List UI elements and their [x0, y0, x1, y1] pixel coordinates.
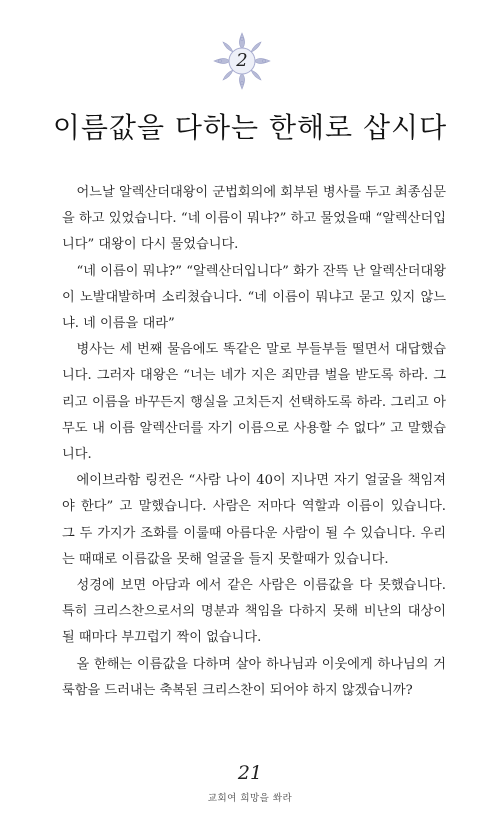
page-number: 21 [237, 762, 263, 784]
paragraph: 올 한해는 이름값을 다하며 살아 하나님과 이웃에게 하나님의 거룩함을 드러내는 축복된 크리스찬이 되어야 하지 않겠습니까? [62, 656, 446, 698]
paragraph: 성경에 보면 아담과 에서 같은 사람은 이름값을 다 못했습니다. 특히 크리스찬으로서의 명분과 책임을 다하지 못해 비난의 대상이 될 때마다 부끄럽기 짝이 없습니다. [62, 578, 446, 646]
article-body [62, 180, 446, 704]
chapter-number: 2 [236, 50, 248, 71]
paragraph: 병사는 세 번째 물음에도 똑같은 말로 부들부들 떨면서 대답했습니다. 그러자 대왕은 “너는 네가 지은 죄만큼 벌을 받도록 하라. 그리고 이름을 바꾸든지 행실을 고치든지 선택하도록 하라. 그리고 아무도 내 이름 알렉산더를 자기 이름으로 사용할 수 없다” 고 말했습니다. [62, 342, 446, 463]
chapter-ornament [211, 30, 273, 92]
paragraph: “네 이름이 뭐냐?” “알렉산더입니다” 화가 잔뜩 난 알렉산더대왕이 노발대발하며 소리쳤습니다. “네 이름이 뭐냐고 묻고 있지 않느냐. 네 이름을 대라” [62, 263, 446, 332]
book-title-footer: 교회여 희망을 쏴라 [207, 793, 293, 804]
paragraph: 에이브라함 링컨은 “사람 나이 40이 지나면 자기 얼굴을 책임져야 한다” 고 말했습니다. 사람은 저마다 역할과 이름이 있습니다. 그 두 가지가 조화를 이룰때 아름다운 사람이 될 수 있습니다. 우리는 때때로 이름값을 못해 얼굴을 들지 못할때가 있습니다. [62, 473, 446, 567]
paragraph: 어느날 알렉산더대왕이 군법회의에 회부된 병사를 두고 최종심문을 하고 있었습니다. “네 이름이 뭐냐?” 하고 물었을때 “알렉산더입니다” 대왕이 다시 물었습니다. [62, 185, 446, 253]
page-title: 이름값을 다하는 한해로 삽시다 [52, 111, 448, 144]
